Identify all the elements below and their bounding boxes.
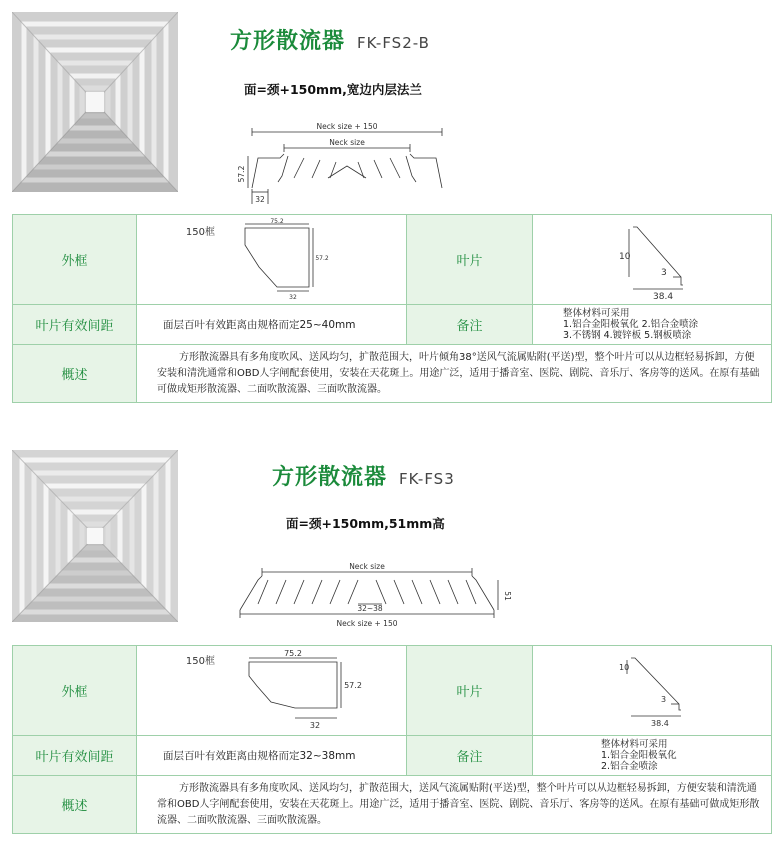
neck-size-plus-label: Neck size + 150 <box>336 619 398 628</box>
title-text: 方形散流器 <box>230 29 346 54</box>
spec-table-2 <box>12 645 772 834</box>
frame-drawing <box>137 215 407 301</box>
note-line: 2.铝合金喷涂 <box>601 761 658 772</box>
product-title-2 <box>272 460 455 491</box>
frame-drawing-cell <box>137 646 407 736</box>
notes-label: 备注 <box>407 305 533 345</box>
summary-label: 概述 <box>13 345 137 403</box>
neck-size-plus-label: Neck size + 150 <box>316 122 378 131</box>
notes-label: 备注 <box>407 736 533 776</box>
square-diffuser-image <box>12 12 178 192</box>
blade-drawing <box>533 646 772 732</box>
spacing-label: 叶片有效间距 <box>13 305 137 345</box>
blade-height-dim: 10 <box>619 663 630 672</box>
spec-table-1 <box>12 214 772 403</box>
frame-side-label: 150框 <box>185 227 215 238</box>
frame-bottom-dim: 32 <box>289 294 297 301</box>
summary-cell <box>137 776 772 834</box>
table-row <box>13 646 772 736</box>
bottom-dim-label: 32 <box>255 195 265 204</box>
blade-angle-dim: 3 <box>661 268 667 278</box>
neck-size-label: Neck size <box>329 138 365 147</box>
summary-cell <box>137 345 772 403</box>
summary-text: 方形散流器具有多角度吹风、送风均匀，扩散范围大，叶片倾角38°送风气流属贴附(平送)型，整个叶片可以从边框轻易拆卸，方便安装和清洗通常和OBD人字闸配套使用，安装在天花斑上。用途广泛，适用于播音室、医院、剧院、音乐厅、客房等的送风。在原有基础可做成矩形散流器、二面吹散流器、三面吹散流器。 <box>157 351 760 395</box>
blade-drawing-cell <box>533 646 772 736</box>
blade-width-dim: 38.4 <box>651 719 669 728</box>
frame-height-dim: 57.2 <box>344 681 362 690</box>
frame-top-dim: 75.2 <box>284 649 302 658</box>
frame-height-dim: 57.2 <box>315 255 329 262</box>
blade-label: 叶片 <box>407 215 533 305</box>
blade-width-dim: 38.4 <box>653 292 674 301</box>
height-label: 57.2 <box>237 165 246 183</box>
diffuser-photo-1 <box>12 12 178 192</box>
frame-bottom-dim: 32 <box>309 721 321 730</box>
note-line: 1.铝合金阳极氧化 2.铝合金喷涂 <box>563 319 699 330</box>
neck-size-label: Neck size <box>349 562 385 571</box>
blade-label: 叶片 <box>407 646 533 736</box>
model-number: FK-FS2-B <box>357 34 430 52</box>
table-row <box>13 736 772 776</box>
frame-label: 外框 <box>13 215 137 305</box>
product-subtitle-1: 面=颈+150mm,宽边内层法兰 <box>244 82 422 97</box>
table-row <box>13 776 772 834</box>
frame-top-dim: 75.2 <box>270 218 284 225</box>
frame-drawing-cell <box>137 215 407 305</box>
blade-height-dim: 10 <box>619 252 631 262</box>
square-diffuser-image <box>12 450 178 622</box>
note-line: 整体材料可采用 <box>601 739 668 750</box>
section-drawing-1 <box>232 118 462 206</box>
spacing-value: 面层百叶有效距离由规格而定32~38mm <box>137 736 407 776</box>
range-label: 32~38 <box>357 604 383 613</box>
product-subtitle-2: 面=颈+150mm,51mm高 <box>286 516 445 531</box>
spacing-value: 面层百叶有效距离由规格而定25~40mm <box>137 305 407 345</box>
title-text: 方形散流器 <box>272 465 388 490</box>
blade-drawing-cell <box>533 215 772 305</box>
frame-drawing <box>137 646 407 732</box>
blade-drawing <box>533 215 772 301</box>
frame-label: 外框 <box>13 646 137 736</box>
spacing-label: 叶片有效间距 <box>13 736 137 776</box>
summary-text: 方形散流器具有多角度吹风、送风均匀，扩散范围大，送风气流属贴附(平送)型，整个叶片可以从边框轻易拆卸，方便安装和清洗通常和OBD人字闸配套使用，安装在天花斑上。用途广泛，适用于播音室、医院、剧院、音乐厅、客房等的送风。在原有基础可做成矩形散流器、二面吹散流器、三面吹散流器。 <box>157 782 760 826</box>
note-line: 1.铝合金阳极氧化 <box>601 750 677 761</box>
summary-label: 概述 <box>13 776 137 834</box>
note-line: 3.不锈钢 4.镀锌板 5.钢板喷涂 <box>563 330 692 341</box>
table-row <box>13 305 772 345</box>
section-drawing-2 <box>228 560 518 630</box>
note-line: 整体材料可采用 <box>563 308 630 319</box>
table-row <box>13 215 772 305</box>
notes-cell <box>533 736 772 776</box>
notes-cell <box>533 305 772 345</box>
height-label: 51 <box>503 591 512 601</box>
model-number: FK-FS3 <box>399 470 455 488</box>
diffuser-photo-2 <box>12 450 178 622</box>
product-title-1 <box>230 24 430 55</box>
frame-side-label: 150框 <box>185 656 215 667</box>
blade-angle-dim: 3 <box>661 695 667 704</box>
table-row <box>13 345 772 403</box>
